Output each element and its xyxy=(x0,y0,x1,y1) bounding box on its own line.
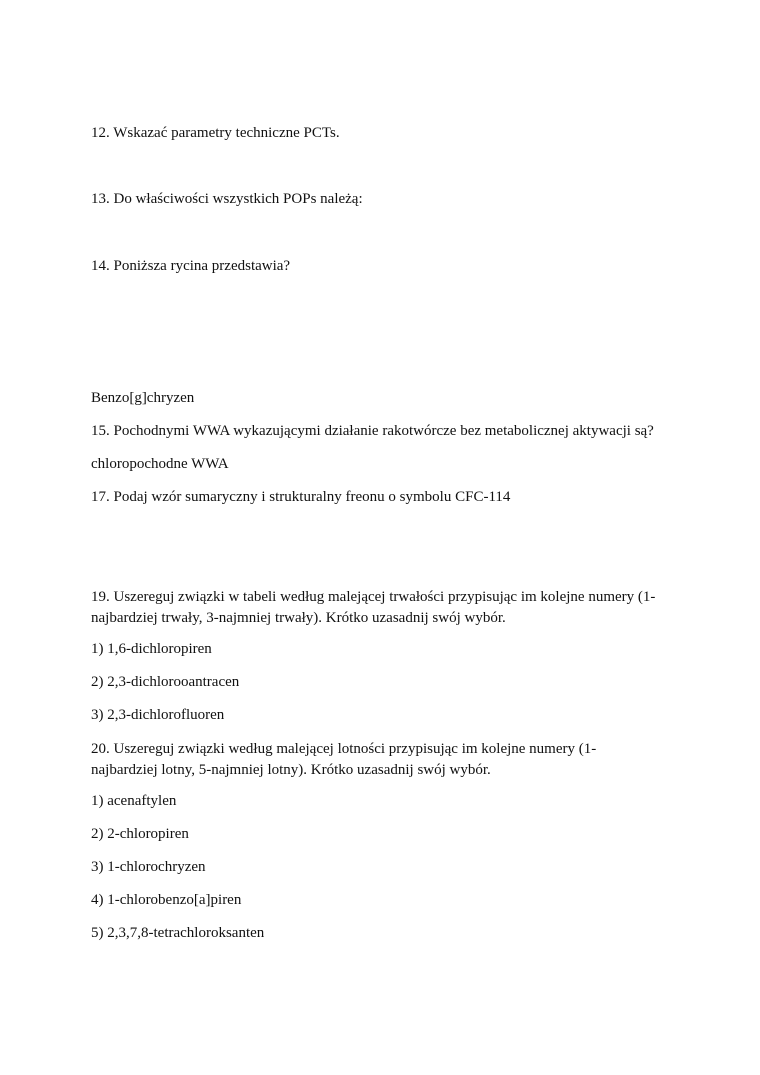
question-19-line-1: 19. Uszereguj związki w tabeli według malejącej trwałości przypisując im kolejne numery (1- xyxy=(91,589,656,605)
question-12: 12. Wskazać parametry techniczne PCTs. xyxy=(91,125,340,141)
answer-14: Benzo[g]chryzen xyxy=(91,390,195,406)
question-17: 17. Podaj wzór sumaryczny i strukturalny freonu o symbolu CFC-114 xyxy=(91,489,511,505)
list-item: 2) 2-chloropiren xyxy=(91,826,189,842)
list-item: 4) 1-chlorobenzo[a]piren xyxy=(91,892,242,908)
question-14: 14. Poniższa rycina przedstawia? xyxy=(91,258,291,274)
question-20-line-1: 20. Uszereguj związki według malejącej lotności przypisując im kolejne numery (1- xyxy=(91,741,597,757)
list-item: 3) 1-chlorochryzen xyxy=(91,859,206,875)
question-19-line-2: najbardziej trwały, 3-najmniej trwały). Krótko uzasadnij swój wybór. xyxy=(91,610,506,626)
list-item: 1) acenaftylen xyxy=(91,793,177,809)
question-20-line-2: najbardziej lotny, 5-najmniej lotny). Krótko uzasadnij swój wybór. xyxy=(91,762,491,778)
list-item: 3) 2,3-dichlorofluoren xyxy=(91,707,225,723)
question-13: 13. Do właściwości wszystkich POPs należą: xyxy=(91,191,363,207)
list-item: 5) 2,3,7,8-tetrachloroksanten xyxy=(91,925,265,941)
list-item: 1) 1,6-dichloropiren xyxy=(91,641,212,657)
question-15: 15. Pochodnymi WWA wykazującymi działanie rakotwórcze bez metabolicznej aktywacji są? xyxy=(91,423,654,439)
answer-15: chloropochodne WWA xyxy=(91,456,229,472)
list-item: 2) 2,3-dichlorooantracen xyxy=(91,674,240,690)
